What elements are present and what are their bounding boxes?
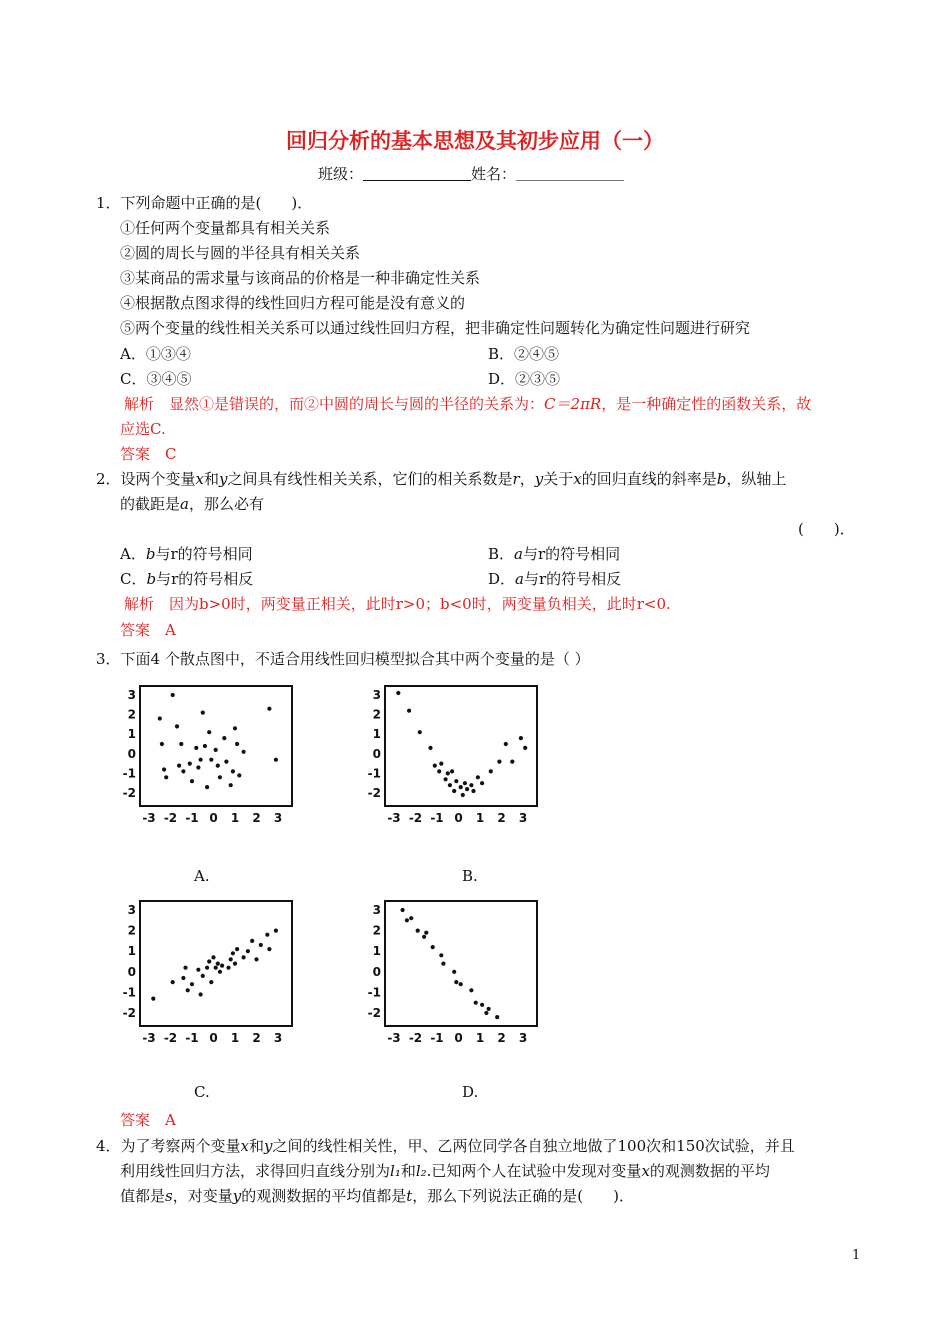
scatter-point <box>196 968 200 972</box>
scatter-point <box>246 949 250 953</box>
scatter-point <box>469 783 473 787</box>
q4-line2 <box>120 1160 770 1182</box>
q2-answer: 答案 A <box>120 621 176 639</box>
scatter-point <box>177 764 181 768</box>
scatter-point <box>218 970 222 974</box>
q2-opt-c-pre: C． <box>120 570 147 588</box>
scatter-point <box>209 758 213 762</box>
q4-line1-and: 和 <box>249 1137 265 1155</box>
scatter-point <box>267 707 271 711</box>
q4-var-s: s <box>165 1187 173 1205</box>
y-tick-label: -2 <box>367 786 381 800</box>
q1-analysis-pre: 显然①是错误的，而②中圆的周长与圆的半径的关系为： <box>169 395 545 413</box>
scatter-point <box>474 1001 478 1005</box>
x-tick-label: -3 <box>142 811 156 825</box>
q4-line1-post: 之间的线性相关性，甲、乙两位同学各自独立地做了100次和150次试验，并且 <box>272 1137 795 1155</box>
y-tick-label: -1 <box>122 766 136 781</box>
scatter-point <box>231 769 235 773</box>
q4-line3-pre: 值都是 <box>120 1187 166 1205</box>
x-tick-label: -2 <box>163 1031 178 1045</box>
q1-item-2: ②圆的周长与圆的半径具有相关关系 <box>120 244 361 262</box>
scatter-point <box>205 966 209 970</box>
scatter-point <box>207 730 211 734</box>
scatter-point <box>233 726 237 730</box>
q4-line3-mid: ，对变量 <box>172 1187 233 1205</box>
y-tick-label: -2 <box>122 786 136 800</box>
x-tick-label: 1 <box>230 811 240 825</box>
scatter-point <box>267 947 271 951</box>
scatter-point <box>211 955 215 959</box>
scatter-point <box>175 724 179 728</box>
scatter-point <box>463 781 467 785</box>
scatter-point <box>203 744 207 748</box>
scatter-point <box>179 742 183 746</box>
q4-line3 <box>120 1185 634 1207</box>
scatter-point <box>151 997 155 1001</box>
x-tick-label: 2 <box>252 811 261 825</box>
scatter-plot-a <box>110 680 310 830</box>
q4-line2-tail: 的观测数据的平均 <box>649 1162 770 1180</box>
q2-opt-d-post: 与r的符号相反 <box>523 570 622 588</box>
x-tick-label: 0 <box>209 811 218 825</box>
q4-line3-mid2: 的观测数据的平均值都是 <box>241 1187 407 1205</box>
scatter-point <box>209 980 213 984</box>
scatter-point <box>416 929 420 933</box>
q1-item-3: ③某商品的需求量与该商品的价格是一种非确定性关系 <box>120 269 481 287</box>
x-tick-label: -1 <box>185 1031 199 1045</box>
scatter-point <box>459 785 463 789</box>
x-tick-label: -1 <box>185 811 199 825</box>
q1-answer: 答案 C <box>120 445 177 463</box>
q4-var-x-2: x <box>641 1162 650 1180</box>
page-number: 1 <box>852 1248 861 1263</box>
scatter-point <box>188 762 192 766</box>
q4-line2-post: .已知两个人在试验中发现对变量 <box>426 1162 642 1180</box>
q4-line2-and: 和 <box>400 1162 416 1180</box>
y-tick-label: 3 <box>372 903 381 917</box>
scatter-point <box>444 777 448 781</box>
class-blank[interactable] <box>363 166 471 181</box>
q2-opt-b-post: 与r的符号相同 <box>522 545 621 563</box>
y-tick-label: 0 <box>127 964 136 979</box>
scatter-point <box>183 966 187 970</box>
scatter-point <box>196 765 200 769</box>
q1-stem: 1．下列命题中正确的是( )． <box>96 194 313 212</box>
name-label: 姓名： <box>471 165 517 183</box>
x-tick-label: 3 <box>518 811 528 825</box>
scatter-point <box>171 693 175 697</box>
y-tick-label: 1 <box>127 727 136 742</box>
scatter-plot-d <box>355 895 555 1050</box>
q1-analysis-post: ，是一种确定性的函数关系，故 <box>601 395 812 413</box>
q2-var-y-2: y <box>534 470 544 488</box>
scatter-point <box>448 783 452 787</box>
q2-stem-p1: 2．设两个变量 <box>96 470 196 488</box>
scatter-point <box>186 988 190 992</box>
scatter-point <box>214 966 218 970</box>
x-tick-label: -2 <box>408 811 423 825</box>
scatter-point <box>409 916 413 920</box>
scatter-point <box>214 748 218 752</box>
q2-analysis: 解析 因为b>0时，两变量正相关，此时r>0；b<0时，两变量负相关，此时r<0. <box>124 595 671 613</box>
y-tick-label: -1 <box>367 985 381 1000</box>
q2-opt-c-post: 与r的符号相反 <box>156 570 254 588</box>
scatter-point <box>489 769 493 773</box>
x-tick-label: 3 <box>518 1031 528 1045</box>
q2-var-y: y <box>219 470 228 488</box>
scatter-plot-b <box>355 680 555 830</box>
scatter-point <box>487 1007 491 1011</box>
scatter-point <box>231 951 235 955</box>
scatter-point <box>396 691 400 695</box>
class-name-header <box>318 163 624 185</box>
q2-paren: ( )． <box>798 520 855 538</box>
scatter-point <box>519 736 523 740</box>
q2-opt-a-pre: A． <box>120 545 146 563</box>
q1-item-4: ④根据散点图求得的线性回归方程可能是没有意义的 <box>120 294 466 312</box>
q1-item-1: ①任何两个变量都具有相关关系 <box>120 219 331 237</box>
scatter-point <box>216 962 220 966</box>
scatter-point <box>510 760 514 764</box>
plot-frame-a <box>140 686 292 806</box>
scatter-point <box>181 769 185 773</box>
y-tick-label: 2 <box>127 923 136 938</box>
q1-analysis-label: 解析 <box>124 395 155 413</box>
x-tick-label: 2 <box>252 1031 261 1045</box>
q4-l2: l₂ <box>415 1162 427 1180</box>
scatter-point <box>199 992 203 996</box>
q2-opt-d-pre: D． <box>488 570 516 588</box>
q2-opt-b-pre: B． <box>488 545 515 563</box>
y-tick-label: -1 <box>122 985 136 1000</box>
scatter-point <box>222 736 226 740</box>
q2-opt-d-var: a <box>515 570 524 588</box>
scatter-point <box>201 711 205 715</box>
q2-stem-p4: 的回归直线的斜率是 <box>581 470 717 488</box>
scatter-point <box>439 953 443 957</box>
scatter-point <box>437 769 441 773</box>
x-tick-label: 3 <box>273 1031 283 1045</box>
scatter-point <box>201 974 205 978</box>
q1-option-c: C．③④⑤ <box>120 370 192 388</box>
x-tick-label: 2 <box>497 811 506 825</box>
scatter-point <box>265 933 269 937</box>
y-tick-label: 0 <box>372 746 381 761</box>
scatter-point <box>407 709 411 713</box>
x-tick-label: 2 <box>497 1031 506 1045</box>
scatter-point <box>450 769 454 773</box>
x-tick-label: 1 <box>475 811 485 825</box>
q4-line2-pre: 利用线性回归方法，求得回归直线分别为 <box>120 1162 391 1180</box>
scatter-point <box>401 908 405 912</box>
scatter-point <box>160 742 164 746</box>
scatter-point <box>235 947 239 951</box>
q2-stem-comma: ， <box>519 470 535 488</box>
class-label: 班级： <box>318 165 364 183</box>
q2-stem-p3: 关于 <box>543 470 574 488</box>
scatter-point <box>433 764 437 768</box>
y-tick-label: -1 <box>367 766 381 781</box>
scatter-point <box>158 716 162 720</box>
scatter-point <box>235 742 239 746</box>
scatter-point <box>441 962 445 966</box>
scatter-point <box>254 957 258 961</box>
q2-option-a <box>120 543 253 565</box>
scatter-point <box>226 966 230 970</box>
scatter-point <box>229 957 233 961</box>
q3-answer: 答案 A <box>120 1111 176 1129</box>
scatter-point <box>274 929 278 933</box>
q2-stem-p2: 之间具有线性相关关系，它们的相关系数是 <box>227 470 513 488</box>
q4-var-y-2: y <box>232 1187 242 1205</box>
scatter-point <box>237 773 241 777</box>
x-tick-label: -2 <box>408 1031 423 1045</box>
scatter-point <box>207 959 211 963</box>
page-title: 回归分析的基本思想及其初步应用（一） <box>286 129 664 153</box>
scatter-point <box>495 1015 499 1019</box>
scatter-point <box>452 970 456 974</box>
q4-var-x: x <box>240 1137 250 1155</box>
x-tick-label: -3 <box>387 811 401 825</box>
q2-opt-a-var: b <box>145 545 156 563</box>
scatter-point <box>424 931 428 935</box>
scatter-point <box>480 781 484 785</box>
q2-option-c <box>120 568 253 590</box>
scatter-point <box>480 1003 484 1007</box>
scatter-point <box>162 767 166 771</box>
scatter-point <box>476 775 480 779</box>
scatter-point <box>233 962 237 966</box>
x-tick-label: 1 <box>475 1031 485 1045</box>
y-tick-label: -2 <box>367 1006 381 1020</box>
plot-label-d: D. <box>462 1083 479 1101</box>
scatter-point <box>242 750 246 754</box>
x-tick-label: -2 <box>163 811 178 825</box>
y-tick-label: -2 <box>122 1006 136 1020</box>
scatter-point <box>471 789 475 793</box>
q1-option-d: D．②③⑤ <box>488 370 561 388</box>
scatter-point <box>190 982 194 986</box>
x-tick-label: -1 <box>430 1031 444 1045</box>
y-tick-label: 2 <box>372 923 381 938</box>
y-tick-label: 3 <box>127 688 136 702</box>
x-tick-label: 1 <box>230 1031 240 1045</box>
q2-stem-line2 <box>120 493 264 515</box>
q2-opt-b-var: a <box>514 545 523 563</box>
name-blank[interactable] <box>516 166 624 181</box>
scatter-point <box>199 758 203 762</box>
q1-option-a: A．①③④ <box>120 345 191 363</box>
y-tick-label: 0 <box>127 746 136 761</box>
q4-line1-pre: 4．为了考察两个变量 <box>96 1137 241 1155</box>
x-tick-label: -1 <box>430 811 444 825</box>
q1-analysis <box>124 393 811 415</box>
q2-var-b: b <box>716 470 727 488</box>
q4-line3-post: ，那么下列说法正确的是( )． <box>412 1187 634 1205</box>
scatter-point <box>242 955 246 959</box>
scatter-point <box>405 918 409 922</box>
scatter-point <box>216 764 220 768</box>
scatter-point <box>418 730 422 734</box>
q2-stem-p5: ，纵轴上 <box>726 470 787 488</box>
q2-line2-pre: 的截距是 <box>120 495 181 513</box>
scatter-point <box>465 787 469 791</box>
scatter-point <box>224 760 228 764</box>
q2-stem-and: 和 <box>204 470 220 488</box>
q2-var-a: a <box>180 495 189 513</box>
scatter-point <box>229 783 233 787</box>
x-tick-label: -3 <box>387 1031 401 1045</box>
scatter-point <box>431 945 435 949</box>
scatter-point <box>459 982 463 986</box>
x-tick-label: 0 <box>454 811 463 825</box>
scatter-point <box>194 746 198 750</box>
q4-l1: l₁ <box>390 1162 401 1180</box>
scatter-point <box>469 988 473 992</box>
q2-line2-post: ，那么必有 <box>188 495 264 513</box>
scatter-point <box>497 760 501 764</box>
q2-stem <box>96 468 786 490</box>
scatter-point <box>205 785 209 789</box>
y-tick-label: 3 <box>127 903 136 917</box>
q4-line1 <box>96 1135 795 1157</box>
x-tick-label: 3 <box>273 811 283 825</box>
y-tick-label: 3 <box>372 688 381 702</box>
x-tick-label: 0 <box>454 1031 463 1045</box>
scatter-point <box>422 935 426 939</box>
y-tick-label: 1 <box>127 944 136 959</box>
scatter-plot-c <box>110 895 310 1050</box>
x-tick-label: -3 <box>142 1031 156 1045</box>
q4-var-y: y <box>264 1137 273 1155</box>
scatter-point <box>190 779 194 783</box>
plot-label-a: A. <box>194 867 210 885</box>
scatter-point <box>454 980 458 984</box>
scatter-point <box>220 964 224 968</box>
scatter-point <box>461 793 465 797</box>
q2-var-r: r <box>512 470 520 488</box>
q2-opt-c-var: b <box>146 570 157 588</box>
q2-option-d <box>488 568 621 590</box>
y-tick-label: 2 <box>372 707 381 722</box>
plot-label-b: B. <box>462 867 478 885</box>
q2-option-b <box>488 543 620 565</box>
scatter-point <box>259 943 263 947</box>
q2-var-x: x <box>195 470 205 488</box>
x-tick-label: 0 <box>209 1031 218 1045</box>
q4-var-t: t <box>406 1187 413 1205</box>
scatter-point <box>439 762 443 766</box>
q1-option-b: B．②④⑤ <box>488 345 560 363</box>
scatter-point <box>523 746 527 750</box>
q1-item-5: ⑤两个变量的线性相关关系可以通过线性回归方程，把非确定性问题转化为确定性问题进行研究 <box>120 319 751 337</box>
scatter-point <box>428 746 432 750</box>
y-tick-label: 0 <box>372 964 381 979</box>
plot-label-c: C. <box>194 1083 210 1101</box>
y-tick-label: 1 <box>372 944 381 959</box>
scatter-point <box>218 775 222 779</box>
q1-analysis-formula: C＝2πR <box>544 395 602 413</box>
scatter-point <box>274 758 278 762</box>
q2-opt-a-post: 与r的符号相同 <box>155 545 253 563</box>
scatter-point <box>250 939 254 943</box>
scatter-point <box>181 976 185 980</box>
y-tick-label: 1 <box>372 727 381 742</box>
scatter-point <box>446 771 450 775</box>
y-tick-label: 2 <box>127 707 136 722</box>
scatter-point <box>484 1011 488 1015</box>
q3-stem: 3．下面4 个散点图中，不适合用线性回归模型拟合其中两个变量的是（ ） <box>96 650 590 668</box>
scatter-point <box>452 789 456 793</box>
scatter-point <box>164 775 168 779</box>
scatter-point <box>454 779 458 783</box>
q2-var-x-2: x <box>573 470 582 488</box>
scatter-point <box>504 742 508 746</box>
scatter-point <box>171 980 175 984</box>
q1-analysis-line2: 应选C. <box>120 420 166 438</box>
